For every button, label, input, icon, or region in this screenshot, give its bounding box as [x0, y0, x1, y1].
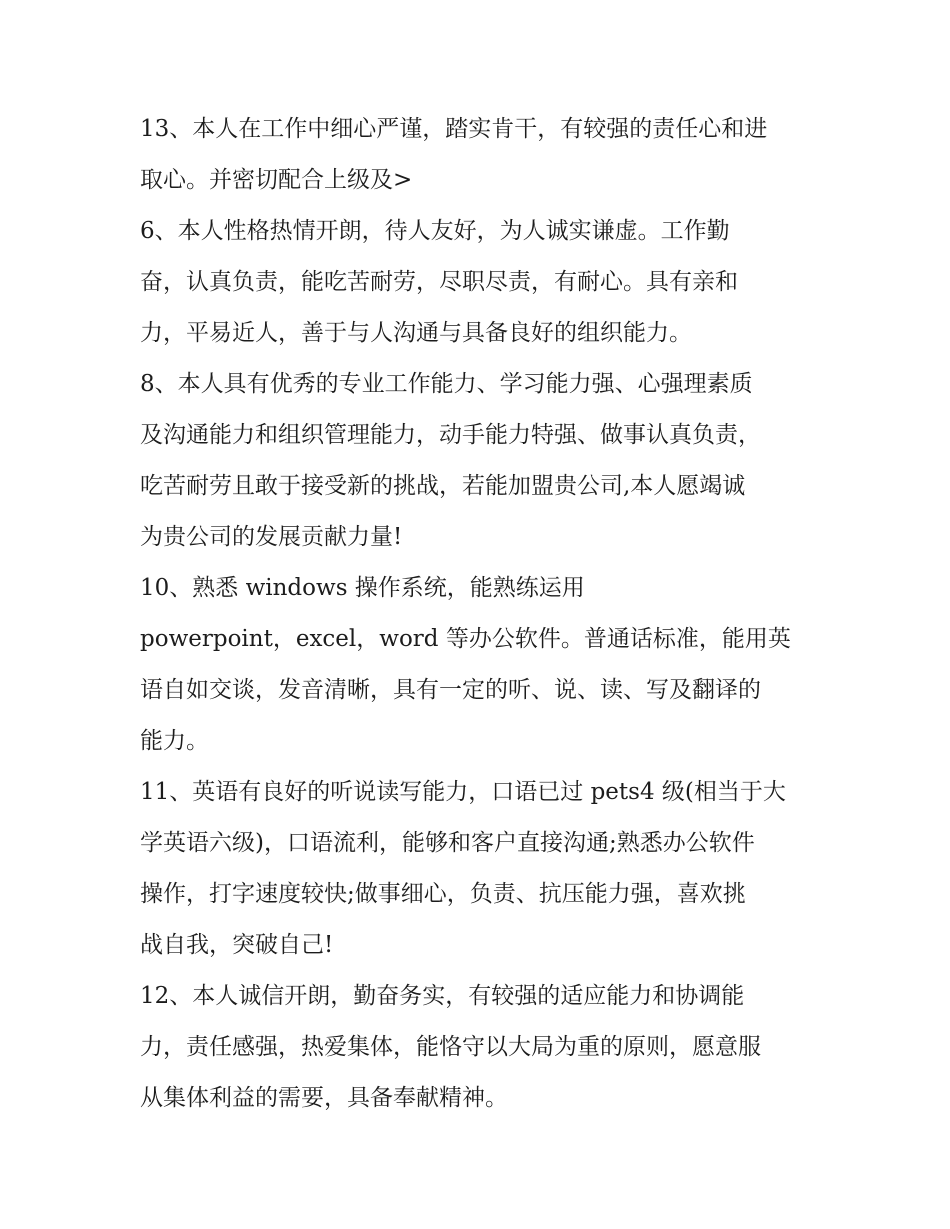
text-line: 战自我，突破自己! — [140, 932, 334, 958]
text-line: 12、本人诚信开朗，勤奋务实，有较强的适应能力和协调能 — [140, 983, 745, 1009]
text-line: 从集体利益的需要，具备奉献精神。 — [140, 1085, 508, 1111]
text-line: 能力。 — [140, 728, 209, 754]
text-line: powerpoint，excel，word 等办公软件。普通话标准，能用英 — [140, 626, 791, 652]
text-line: 力，平易近人，善于与人沟通与具备良好的组织能力。 — [140, 320, 692, 346]
text-line: 取心。并密切配合上级及> — [140, 167, 413, 193]
text-line: 吃苦耐劳且敢于接受新的挑战，若能加盟贵公司,本人愿竭诚 — [140, 473, 746, 499]
text-line: 11、英语有良好的听说读写能力，口语已过 pets4 级(相当于大 — [140, 779, 786, 805]
text-line: 及沟通能力和组织管理能力，动手能力特强、做事认真负责， — [140, 422, 761, 448]
text-line: 操作，打字速度较快;做事细心，负责、抗压能力强，喜欢挑 — [140, 881, 746, 907]
text-line: 13、本人在工作中细心严谨，踏实肯干，有较强的责任心和进 — [140, 116, 768, 142]
text-line: 为贵公司的发展贡献力量! — [140, 524, 403, 550]
text-line: 语自如交谈，发音清晰，具有一定的听、说、读、写及翻译的 — [140, 677, 761, 703]
text-line: 10、熟悉 windows 操作系统，能熟练运用 — [140, 575, 585, 601]
text-line: 力，责任感强，热爱集体，能恪守以大局为重的原则，愿意服 — [140, 1034, 761, 1060]
text-line: 奋，认真负责，能吃苦耐劳，尽职尽责，有耐心。具有亲和 — [140, 269, 738, 295]
document-body — [140, 104, 820, 1124]
text-line: 8、本人具有优秀的专业工作能力、学习能力强、心强理素质 — [140, 371, 753, 397]
text-line: 学英语六级)，口语流利，能够和客户直接沟通;熟悉办公软件 — [140, 830, 755, 856]
text-line: 6、本人性格热情开朗，待人友好，为人诚实谦虚。工作勤 — [140, 218, 730, 244]
